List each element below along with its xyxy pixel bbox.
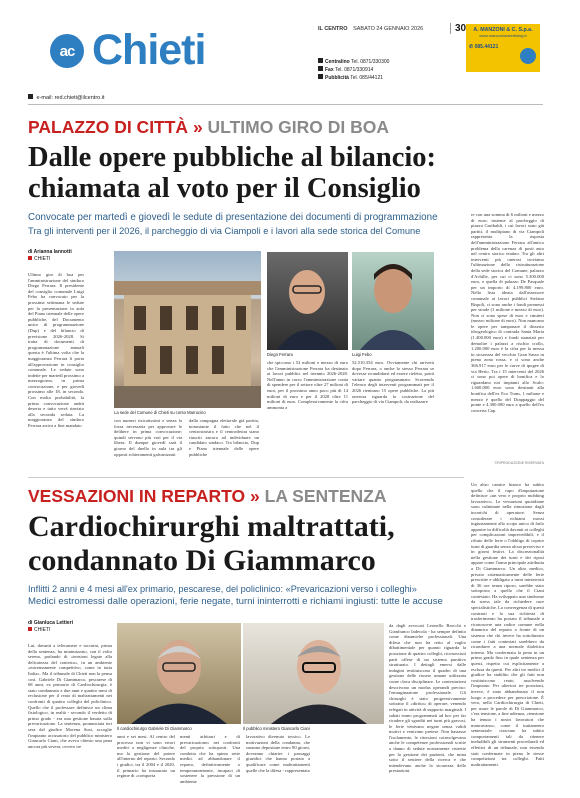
page-number: 30: [450, 23, 466, 34]
headline-line1: Dalle opere pubbliche al bilancio:: [28, 142, 437, 173]
article2-byline: [28, 620, 73, 634]
photo-town-hall: [114, 251, 261, 408]
contact-fax: Fax Tel. 0871/330914: [318, 66, 389, 74]
email-link[interactable]: red.chieti@ilcentro.it: [54, 95, 105, 101]
article1-kicker: [28, 116, 389, 138]
article1-subtitle: Convocate per martedì e giovedì le sedute di presentazione dei documenti di programmazione: [28, 212, 438, 223]
ad-logo-icon: [520, 48, 536, 64]
portrait-febo: [352, 252, 434, 350]
headline-line1: Cardiochirurghi maltrattati,: [28, 510, 395, 543]
kicker-separator: »: [245, 486, 265, 506]
kicker-section: VESSAZIONI IN REPARTO: [28, 486, 246, 506]
ad-company: A. MANZONI & C. S.p.a.: [473, 27, 533, 33]
town-hall-illustration: [114, 251, 261, 408]
photo-luigi-febo: [352, 252, 434, 350]
email-bullet-icon: [28, 94, 33, 99]
article2-col3: menti arbitrari e di prevaricazione» nei confronti del proprio sottoposti. Una condotta che ha spinto sette medici ad abbandonare il reparto, definitivamente o temporaneamente, incapaci di sostenere la pressione di un ambiente: [180, 734, 240, 784]
article1-col3: dalla campagna elettorale già partita, nonostante il fatto che nel il centrosinistra e il centrodestra siano riusciti ancora ad individuare un candidato sindaco. Tra bilancio, Dup e Piano triennale delle opere pubbliche: [189, 418, 259, 457]
portrait-ferrara: [267, 252, 348, 350]
byline-author: di Arianna Iannotti: [28, 249, 72, 255]
kicker-topic: LA SENTENZA: [264, 486, 387, 506]
article1-col6: re con una somma di 6 milioni e mezzo di euro; insieme al parcheggio di piazza Garibaldi, i cui lavori sono già partiti, il multipiano di via Ciampoli rappresenta la risposta dell'amministrazione Ferrara all'antico problema della carenza di posti auto nel centro storico teatino. Tra gli altri interventi più onerosi troviamo l'ultimazione della ristrutturazione della sede storica del Comune, palazzo d'Achille, per cui ci sono 5.300.000 euro, e quella di palazzo De Pasquale per un importo di 4.199.800 euro. Nella lista ideata dall'assessore comunale ai lavori pubblici Stefano Rispoli, ci sono anche i fondi promessi per strade (1 milione e mezzo di euro). Non ci sono spese di euro e cimiteri (mezzo milione di euro). Non mancano le opere per tamponare il dissesto idrogeologico di contrada Santa Maria (1.400.000 euro) e fondi stanziati per demolire i palazzi a rischio crollo, 1.200.000 euro è la cifra per la messa in sicurezza del vecchio Gran Sasso in piena zona rossa, e ci sono anche 366.917 euro per le curve di ipogee di via Herio. Tra i 15 interventi del 2026 ci sono poi opere di bonifica e lo riguardano noi impianti allo Scalo: 1.600.000 euro sono destinati alla bonifica dell'ex Eco Trans, 1 milione e mezzo è quello del Drappaggio del ponte e 4.300.000 euro a quello dell'ex conceria Cap.: [471, 212, 544, 413]
portrait-ciani: [243, 623, 384, 724]
contact-list: [318, 58, 389, 82]
article2-col4: lavorativo divenuto tossico. Le motivazioni della condanna, che saranno depositate entro 90 giorni, dovranno chiarire i passaggi giuridici che hanno portato a qualificare come maltrattamenti quelle che la difesa - rappresentata: [246, 734, 310, 773]
article2-col2: anni e sei mesi. Al centro del processo non vi sono errori medici o negligenze cliniche, ma la gestione del potere all'interno del reparto. Secondo i giudici, tra il 2004 e il 2020, il primario ha instaurato un regime di «comporta: [117, 734, 175, 779]
contact-centralino: Centralino Tel. 0871/330300: [318, 58, 389, 66]
photo1-caption: La sede del Comune di Chieti su corso Marrucino: [114, 410, 206, 415]
photo5-caption: Il pubblico ministero Giancarlo Ciani: [243, 726, 310, 731]
kicker-topic: ULTIMO GIRO DI BOA: [207, 117, 390, 137]
masthead-logo: [50, 34, 84, 68]
photo-diego-ferrara: [267, 252, 348, 350]
article1-col1: Ultimo giro di boa per l'amministrazione del sindaco Diego Ferrara. Il presidente del consiglio comunale Luigi Febo ha convocato per la prossima settimana le sedute per la presentazione in aula del Piano triennale delle opere pubbliche, del Documento unico di programmazione (Dup) e del bilancio di previsione 2026-2028. Si tratta di documenti di programmazione annuali questa è l'ultima volta che la maggioranza Ferrara li porta all'approvazione in consiglio comunale. Le sedute sono indette per martedì prossimo a mezzogiorno, in prima convocazione, e per giovedì prossimo alle 18, in seconda. Con molta probabilità, la prima convocazione andrà deserta e tutto verrà rinviato alla seconda seduta. La maggioranza del sindaco Ferrara arriva a fine mandato: [28, 272, 84, 429]
article2-headline: [28, 510, 395, 578]
byline-place: CHIETI: [28, 256, 72, 263]
byline-author: di Gianluca Lettieri: [28, 620, 74, 626]
article2-kicker: [28, 485, 387, 507]
kicker-section: PALAZZO DI CITTÀ: [28, 117, 189, 137]
article1-byline: [28, 249, 72, 263]
header-dateline: [318, 26, 463, 32]
headline-line2: chiamata al voto per il Consiglio: [28, 173, 421, 204]
email-line: e-mail: red.chieti@ilcentro.it: [28, 94, 105, 101]
article2-col5: da dagli avvocati Leonello Brocchi e Gianfranco Iadecola - ha sempre definito come dinamiche professionali. Una difesa che non ha retto al vaglio dibattimentale per quanto riguarda la posizione di quattro colleghi, riconosciuti parti offese di un sistema punitivo strutturato. I dettagli emersi dalle indagini restituiscono il quadro di una gestione delle risorse umane utilizzata come clava disciplinare. Le contestazioni descrivono un modus operandi preciso: l'emarginazione professionale. Gli chirurghi è stato progressivamente sottratto il «diritto» di operare, venendo relegati in attività di supporto marginali. I sabati erano programmati ad hoc per far ricadere gli sgraditi nei turni più gravosi, le ferie venivano negate senza validi motivi e venivano pretese. Non bastasse l'isolamento, le ritorsioni coinvolgevano anche le competenze professionali scritte a danno di sedute nostramente ristrette per la gestione dei pazienti, che mina sotto il sestiere della ricerca e che intendevano anche la sicurezza delle prestazioni.: [389, 623, 466, 774]
contact-pubblicita: Pubblicità Tel. 085/44121: [318, 74, 389, 82]
ad-site: www.manzoniadvertising.it: [479, 33, 527, 38]
byline-place: CHIETI: [28, 627, 73, 634]
article2-subtitle: Inflitti 2 anni e 4 mesi all'ex primario, pescarese, del policlinico: «Prevaricazioni verso i colleghi»: [28, 584, 417, 594]
photo2-caption: Diego Ferrara: [267, 352, 293, 357]
article2-col6: Un altro camice bianco ha subito quello che il capo d'imputazione definisce «un vero e proprio mobbing lavorativo». Le vessazioni quotidiane sono culminate nella rimozione dagli incarichi di operatore. Senza considerare i richiami mossi ingiustamente allo scopo unico di farlo apparire in difficoltà davanti ai colleghi per complicazioni imprevedibili, e il rifiuto delle ferie o l'obbligo di coprire turni di guardia senza alcun preavviso e in giorni festivi. La discrezionalità nella gestione dei turni e dei riposi appare come l'arma principale attribuita a Di Giammarco. Un altro medico, privato sistematicamente delle ferie prescritte e obbligato a turni ininterrotti di 36 ore senza riposo, sarebbe stato sottoposto a quello che il Ciani contestato. Ha sviluppato una sindrome da stress tale da richiedere cure specialistiche. La convergenza di questi contrasti e la sua richiesta di trasferimento ha portato il tribunale a riconoscere una radice comune nella dinamica del reparto a fronte di un sistema che chi invece ha sottolineato come i fatti contestati sarebbero da ricondurre a una normale dialettica interna. Ma confermata la pena in un primo grado fino in quale sentenza per questi, rispetto cui esplicitamente a esclusa da questi. Per altri tre medici il giudice ha stabilito che gli fatti non costituiscono reato, assolvendo l'imputato. Per ulteriori tre posizioni, invece, è stato abbandonato il non luogo a procedere per prescrizione. È vero, nella Cardiochirurgia di Chieti, per usare le parole di Di Giammarco, c'era tensione, a fine udienza, «tensione ha tenuto i nostri lavoratori che mancavano»; come il trattamento sentenziale: ciascuno ha subito comportamenti tali da ritenere ineludibili gli strumenti procedurali ed effettivi di un tribunale, non essendo stati confermate in pieno le stesse competizioni tra colleghi. Fatti maltrattamenti.: [471, 482, 545, 767]
article1-copyright: ©RIPRODUZIONE RISERVATA: [494, 461, 544, 465]
issue-date: SABATO 24 GENNAIO 2026: [353, 26, 424, 32]
article1-headline: [28, 142, 436, 204]
article1-col5: 52.510.354 euro. Ovviamente chi arriverà dopo Ferrara, o anche lo stesso Ferrara se dovesse ricandidarsi ed essere rieletto, potrà variare quanto programmato. Scorrendo l'elenco degli interventi programmati per il 2026 rientrano 15 opere pubbliche. La più onerosa riguarda la costruzione del parcheggio di via Ciampoli, da realizzare: [352, 360, 434, 405]
newspaper-name: IL CENTRO: [318, 26, 348, 32]
section-divider: [28, 477, 464, 478]
ad-phone: ✆ 085.44121: [469, 44, 499, 50]
article1-col2: con numeri risicatissimi e senza la forza necessaria per approvare le delibere in prima convocazione; quindi servono più voti per il via libera. Il dunque giovedì sarà il giorno del duello in aula tra gli opposti schieramenti galvanizzati: [114, 418, 182, 457]
article1-col4: che spiccano i 52 milioni e mezzo di euro che l'amministrazione Ferrara ha destinato ai lavori pubblici nel triennio 2026-2028. Nell'anno in corso l'amministrazione conta di spendere per il settore oltre 27 milioni di euro, per il prossimo anno poco più di 14 milioni di euro e per il 2028 oltre 11 milioni di euro. Complessivamente la cifra ammonta a: [267, 360, 348, 410]
headline-line2: condannato Di Giammarco: [28, 544, 376, 577]
portrait-di-giammarco: [117, 623, 241, 724]
ad-box[interactable]: [466, 24, 540, 72]
article2-summary: Medici estromessi dalle operazioni, ferie negate, turni ininterrotti e richiami ingiusti: tutte le accuse: [28, 596, 443, 607]
kicker-separator: »: [188, 117, 208, 137]
photo3-caption: Luigi Febo: [352, 352, 372, 357]
photo-di-giammarco: [117, 623, 241, 724]
logo-text: ac: [59, 42, 75, 60]
article2-col1: Lui, davanti a telecamere e taccuini, prima della sentenza, ha minimizzato, con il volto sereno, parlando di «tensioni legate alla delicatezza del contesto», in un ambiente «estremamente competitivo, come in tutta Italia». Ma il tribunale di Chieti non la pensa così. Gabriele Di Giammarco, pescarese di 68 anni, ex primario di Cardiochirurgia, è stato condannato a due anni e quattro mesi di reclusione per il reato di maltrattamenti nei confronti di quattro colleghi del policlinico. Quello che il professore definisce un clima fisiologico, in realtà - secondo il verdetto di primo grado - era una gestione basata sulla prevaricazione. La sentenza, pronunciata ieri sera dal giudice Morena Susi, accoglie l'impianto accusatorio del pubblico ministero Giancarlo Ciani, che aveva chiesto una pena ancora più severa, ovvero tre: [28, 643, 112, 749]
header-rule: [28, 104, 543, 105]
phone-icon: ✆: [469, 44, 474, 50]
photo-ciani: [243, 623, 384, 724]
masthead-city: Chieti: [92, 26, 206, 74]
article1-summary: Tra gli interventi per il 2026, il parcheggio di via Ciampoli e i lavori alla sede storica del Comune: [28, 226, 421, 236]
photo4-caption: Il cardiochirurgo Gabriele Di Giammarco: [117, 726, 192, 731]
